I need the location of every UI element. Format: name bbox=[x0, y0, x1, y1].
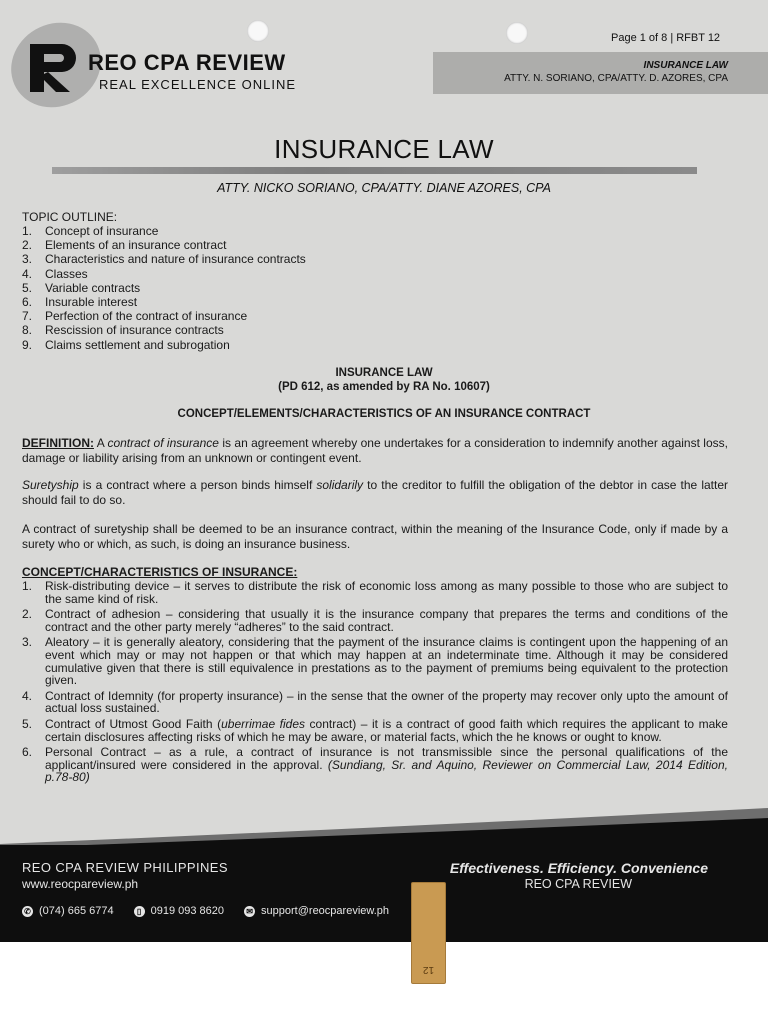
item-text: Contract of Idemnity (for property insurance) – in the sense that the owner of the property may recover only upto the amount of actual loss sustained. bbox=[45, 688, 728, 716]
suretyship-paragraph bbox=[22, 478, 728, 507]
list-item bbox=[22, 252, 306, 266]
tape-number: 12 bbox=[422, 964, 435, 975]
footer-wave bbox=[0, 800, 768, 848]
header-doc-title: INSURANCE LAW bbox=[643, 60, 728, 71]
punch-hole bbox=[506, 22, 528, 44]
footer-company: REO CPA REVIEW PHILIPPINES bbox=[22, 860, 228, 875]
punch-hole bbox=[247, 20, 269, 42]
brand-tagline: REAL EXCELLENCE ONLINE bbox=[99, 77, 297, 92]
phone-icon: ✆ bbox=[22, 906, 33, 917]
item-text: Concept of insurance bbox=[45, 224, 159, 238]
page-footer bbox=[0, 845, 768, 942]
list-item bbox=[22, 309, 306, 323]
item-number: 3. bbox=[22, 635, 33, 650]
item-text: Aleatory – it is generally aleatory, considering that the payment of the insurance claims is contingent upon the happening of an event which may or may not happen or that which may happen at an indeterminate time. Although it may be considered cumulative given that there is still equivalence in prestations as to the payment of premiums being equivalent to the protection given. bbox=[45, 635, 728, 688]
footer-contact bbox=[22, 905, 389, 917]
authors-line: ATTY. NICKO SORIANO, CPA/ATTY. DIANE AZORES, CPA bbox=[217, 181, 551, 195]
item-text: Claims settlement and subrogation bbox=[45, 337, 230, 352]
item-number: 5. bbox=[22, 280, 33, 295]
list-item bbox=[22, 281, 306, 295]
item-number: 8. bbox=[22, 323, 33, 338]
list-item bbox=[22, 746, 728, 784]
defined-term: Suretyship bbox=[22, 478, 79, 492]
item-text: Insurable interest bbox=[45, 295, 138, 310]
item-number: 6. bbox=[22, 745, 33, 760]
footer-slogan: Effectiveness. Efficiency. Convenience bbox=[449, 860, 708, 876]
tape-tab bbox=[411, 882, 446, 984]
item-text: Perfection of the contract of insurance bbox=[45, 309, 248, 324]
item-text: Contract of Utmost Good Faith ( bbox=[45, 716, 222, 731]
definition-paragraph bbox=[22, 436, 728, 465]
item-text: Characteristics and nature of insurance contracts bbox=[45, 252, 306, 267]
footer-phone: (074) 665 6774 bbox=[39, 905, 114, 917]
item-number: 2. bbox=[22, 607, 33, 622]
footer-url: www.reocpareview.ph bbox=[22, 877, 139, 891]
page-info: Page 1 of 8 | RFBT 12 bbox=[611, 32, 721, 44]
item-text: contract) – it is a contract of good faith which requires the applicant to make certain disclosures affecting risks of which he may be aware, or material facts, which the he knows or ought to know. bbox=[45, 716, 728, 744]
item-text: Variable contracts bbox=[45, 280, 141, 295]
topic-outline-list bbox=[22, 224, 306, 352]
list-item bbox=[22, 338, 306, 352]
mobile-icon: ▯ bbox=[134, 906, 145, 917]
list-item bbox=[22, 636, 728, 686]
definition-label: DEFINITION: bbox=[22, 436, 94, 450]
list-item bbox=[22, 267, 306, 281]
list-item bbox=[22, 718, 728, 743]
reo-logo-icon bbox=[26, 40, 82, 96]
suretyship-note: A contract of suretyship shall be deemed to be an insurance contract, within the meaning of the Insurance Code, only if made by a surety who or which, as such, is doing an insurance business. bbox=[22, 522, 728, 551]
item-text: Risk-distributing device – it serves to distribute the risk of economic loss among as many possible to those who are subject to the same kind of risk. bbox=[45, 579, 728, 606]
item-number: 1. bbox=[22, 579, 33, 593]
page-title: INSURANCE LAW bbox=[274, 134, 494, 164]
email-icon: ✉ bbox=[244, 906, 255, 917]
list-item bbox=[22, 690, 728, 715]
text-span: to the creditor to fulfill the obligation of the debtor in case the latter should fail to do so. bbox=[22, 478, 728, 507]
list-item bbox=[22, 295, 306, 309]
footer-brand: REO CPA REVIEW bbox=[524, 877, 632, 891]
footer-email: support@reocpareview.ph bbox=[261, 905, 390, 917]
law-title: INSURANCE LAW bbox=[335, 367, 433, 379]
item-number: 2. bbox=[22, 238, 33, 253]
list-item bbox=[22, 608, 728, 633]
item-number: 5. bbox=[22, 716, 33, 731]
characteristics-heading: CONCEPT/CHARACTERISTICS OF INSURANCE: bbox=[22, 565, 298, 579]
item-text: Classes bbox=[45, 266, 88, 281]
item-number: 1. bbox=[22, 224, 33, 238]
item-number: 4. bbox=[22, 266, 33, 281]
law-subtitle: (PD 612, as amended by RA No. 10607) bbox=[278, 381, 490, 393]
header-doc-authors: ATTY. N. SORIANO, CPA/ATTY. D. AZORES, CPA bbox=[504, 73, 728, 84]
item-text: Elements of an insurance contract bbox=[45, 238, 227, 253]
defined-term: contract of insurance bbox=[107, 436, 219, 450]
item-number: 3. bbox=[22, 252, 33, 267]
item-number: 7. bbox=[22, 309, 33, 324]
text-span: A bbox=[94, 436, 108, 450]
item-text: Personal Contract – as a rule, a contract of insurance is not transmissible since the personal qualifications of the applicant/insured were considered in the approval. bbox=[45, 745, 728, 772]
characteristics-list bbox=[22, 580, 728, 787]
item-number: 6. bbox=[22, 295, 33, 310]
emphasis: uberrimae fides bbox=[221, 716, 306, 731]
brand-name: REO CPA REVIEW bbox=[88, 50, 286, 75]
text-span: is an agreement whereby one undertakes for a consideration to indemnify another against loss, damage or liability arising from an unknown or contingent event. bbox=[22, 436, 728, 465]
list-item bbox=[22, 323, 306, 337]
topic-outline-label: TOPIC OUTLINE: bbox=[22, 210, 118, 224]
item-number: 4. bbox=[22, 688, 33, 703]
list-item bbox=[22, 580, 728, 605]
section-heading: CONCEPT/ELEMENTS/CHARACTERISTICS OF AN INSURANCE CONTRACT bbox=[177, 408, 591, 420]
citation: (Sundiang, Sr. and Aquino, Reviewer on Commercial Law, 2014 Edition, p.78-80) bbox=[45, 757, 728, 785]
list-item bbox=[22, 224, 306, 238]
title-divider bbox=[52, 167, 697, 174]
footer-mobile: 0919 093 8620 bbox=[150, 905, 225, 917]
emphasis: solidarily bbox=[316, 478, 364, 492]
item-text: Contract of adhesion – considering that usually it is the insurance company that prepares the terms and conditions of the contract and the other party merely “adheres” to the said contract. bbox=[45, 607, 728, 634]
item-text: Rescission of insurance contracts bbox=[45, 323, 224, 338]
list-item bbox=[22, 238, 306, 252]
item-number: 9. bbox=[22, 337, 33, 352]
text-span: is a contract where a person binds himself bbox=[78, 478, 317, 492]
